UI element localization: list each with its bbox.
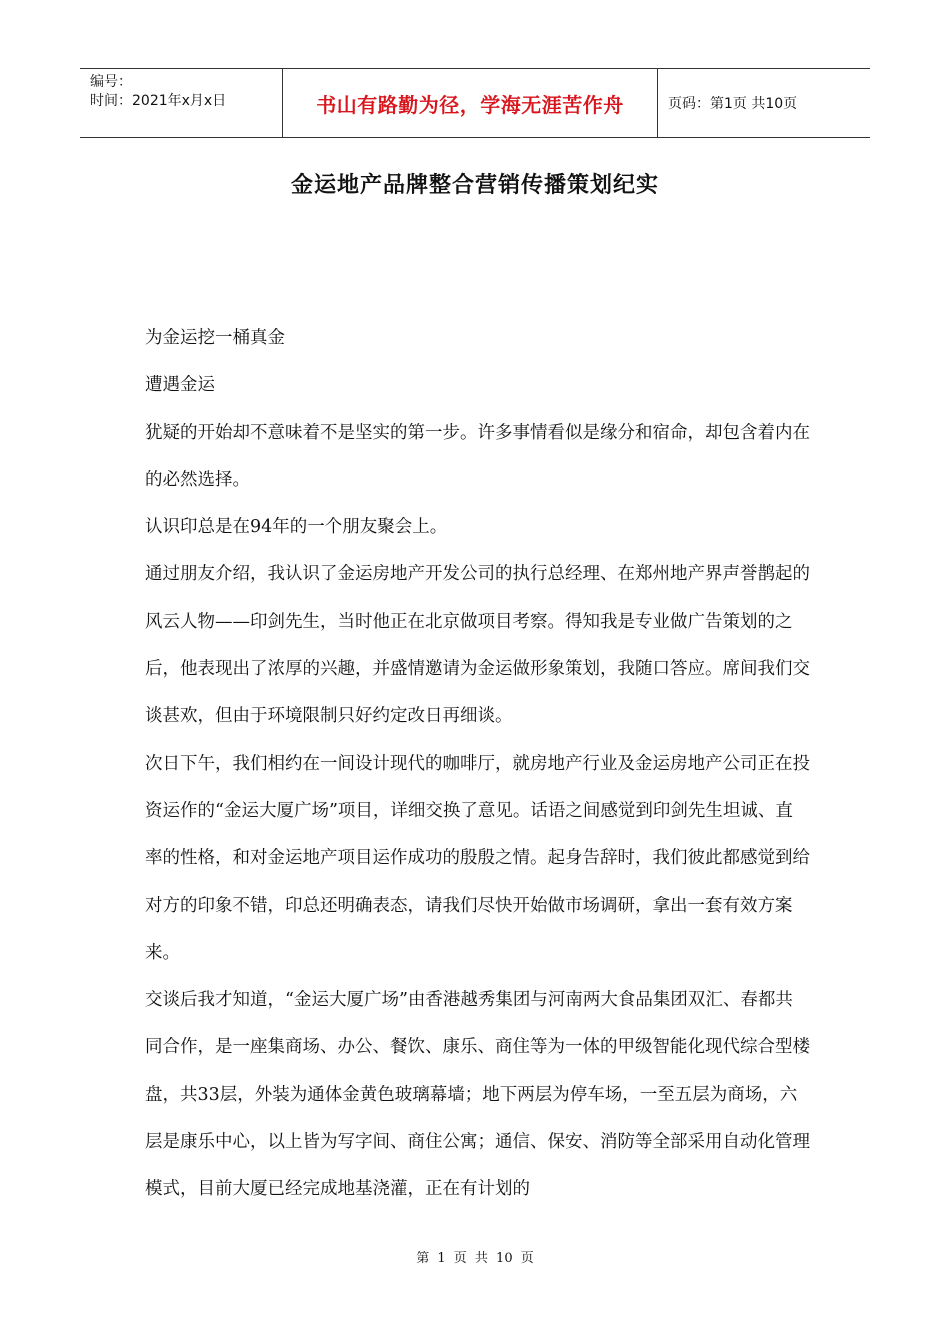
paragraph: 认识印总是在94年的一个朋友聚会上。 xyxy=(145,517,448,538)
paragraph: 犹疑的开始却不意味着不是坚实的第一步。许多事情看似是缘分和宿命，却包含着内在的必然选择。 xyxy=(145,422,810,490)
document-date: 时间：2021年x月x日 xyxy=(90,93,227,109)
document-number-label: 编号： xyxy=(90,74,132,90)
paragraph: 为金运挖一桶真金 xyxy=(145,328,285,348)
paragraph: 交谈后我才知道，“金运大厦广场”由香港越秀集团与河南两大食品集团双汇、春都共同合作，是一座集商场、办公、餐饮、康乐、商住等为一体的甲级智能化现代综合型楼盘，共33层，外装为通体金黄色玻璃幕墙；地下两层为停车场，一至五层为商场，六层是康乐中心，以上皆为写字间、商住公寓；通信、保安、消防等全部采用自动化管理模式，目前大厦已经完成地基浇灌，正在有计划的 xyxy=(145,990,810,1200)
page-footer: 第 1 页 共 10 页 xyxy=(416,1251,534,1266)
paragraph: 次日下午，我们相约在一间设计现代的咖啡厅，就房地产行业及金运房地产公司正在投资运作的“金运大厦广场”项目，详细交换了意见。话语之间感觉到印剑先生坦诚、直率的性格，和对金运地产项目运作成功的殷殷之情。起身告辞时，我们彼此都感觉到给对方的印象不错，印总还明确表态，请我们尽快开始做市场调研，拿出一套有效方案来。 xyxy=(145,753,810,963)
document-body xyxy=(145,315,810,1214)
paragraph: 遭遇金运 xyxy=(145,375,215,396)
paragraph: 通过朋友介绍，我认识了金运房地产开发公司的执行总经理、在郑州地产界声誉鹊起的风云人物——印剑先生，当时他正在北京做项目考察。得知我是专业做广告策划的之后，他表现出了浓厚的兴趣，并盛情邀请为金运做形象策划，我随口答应。席间我们交谈甚欢，但由于环境限制只好约定改日再细谈。 xyxy=(145,564,810,727)
header-page-info: 页码：第1页 共10页 xyxy=(668,96,798,112)
header-motto: 书山有路勤为径，学海无涯苦作舟 xyxy=(282,69,658,137)
document-header xyxy=(80,68,870,138)
document-title: 金运地产品牌整合营销传播策划纪实 xyxy=(290,172,659,198)
header-meta xyxy=(80,69,282,137)
